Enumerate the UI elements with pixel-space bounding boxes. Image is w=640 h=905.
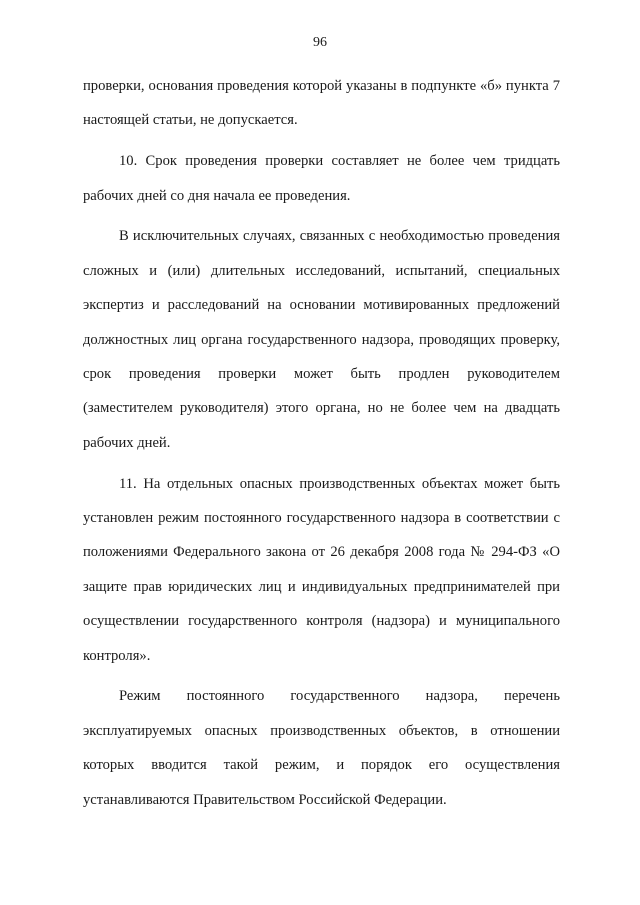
document-body: [83, 69, 560, 817]
paragraph-item-10: 10. Срок проведения проверки составляет не более чем тридцать рабочих дней со дня начала ее проведения.: [83, 153, 560, 204]
paragraph-extension: В исключительных случаях, связанных с необходимостью проведения сложных и (или) длительных исследований, испытаний, специальных экспертиз и расследований на основании мотивированных предложений должностных лиц органа государственного надзора, проводящих проверку, срок проведения проверки может быть продлен руководителем (заместителем руководителя) этого органа, но не более чем на двадцать рабочих дней.: [83, 228, 560, 451]
paragraph-continuation: проверки, основания проведения которой указаны в подпункте «б» пункта 7 настоящей статьи, не допускается.: [83, 78, 560, 129]
page-number: 96: [313, 35, 327, 50]
paragraph-regime: Режим постоянного государственного надзора, перечень эксплуатируемых опасных производственных объектов, в отношении которых вводится такой режим, и порядок его осуществления устанавливаются Правительством Российской Федерации.: [83, 688, 560, 808]
paragraph-item-11: 11. На отдельных опасных производственных объектах может быть установлен режим постоянного государственного надзора в соответствии с положениями Федерального закона от 26 декабря 2008 года № 294-ФЗ «О защите прав юридических лиц и индивидуальных предпринимателей при осуществлении государственного контроля (надзора) и муниципального контроля».: [83, 475, 560, 664]
